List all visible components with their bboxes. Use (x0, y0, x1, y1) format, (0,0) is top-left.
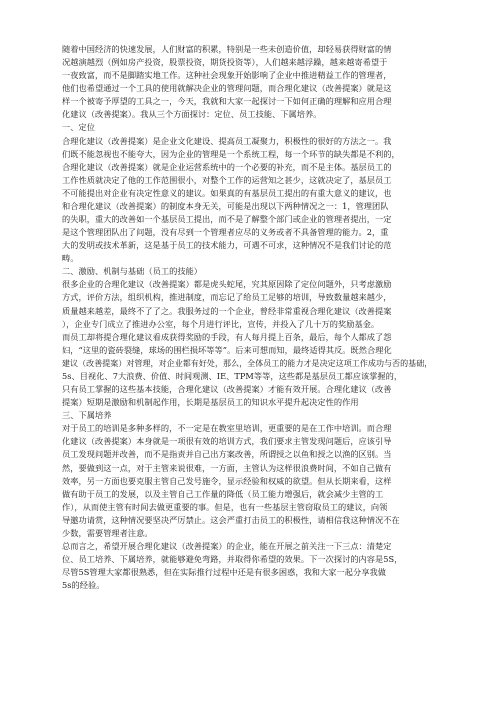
text-line: 一夜致富，而不是脚踏实地工作。这种社会现象开始影响了企业中推进精益工作的管理者， (62, 70, 392, 81)
text-line: 做有助于员工的发展，以及主管自己工作量的降低（员工能力增强后，就会减少主管的工 (62, 488, 384, 499)
text-line: 们既不能忽视也不能夸大，因为企业的管理是一个系统工程，每一个环节的缺失都是不利的， (62, 148, 400, 159)
text-line: 导邀功请赏，这种情况要坚决严厉禁止。这会严重打击员工的积极性，请相信我这种情况不在 (62, 514, 400, 525)
text-line: 一、定位 (62, 122, 95, 133)
text-line: 作），从而使主管有时间去做更重要的事。但是，也有一些基层主管窃取员工的建议，向领 (62, 501, 388, 512)
text-line: 妇，“这里的瓷砖裂缝，球场的围栏损坏等等”。后来可想而知，最终适得其反。既然合理化 (62, 344, 392, 355)
text-line: 很多企业的合理化建议（改善提案）都是虎头蛇尾，究其原因除了定位问题外，只考虑激励 (62, 279, 392, 290)
text-line: 员工发现问题并改善，而不是指责并自己出方案改善，所谓授之以鱼和授之以渔的区别。当 (62, 449, 392, 460)
text-line: 只有员工掌握的这些基本技能，合理化建议（改善提案）才能有效开展。合理化建议（改善 (62, 384, 392, 395)
text-line: 的失职，重大的改善如一个基层员工提出，而不是了解整个部门或企业的管理者提出，一定 (62, 214, 392, 225)
text-line: 总而言之，希望开展合理化建议（改善提案）的企业，能在开展之前关注一下三点：清楚定 (62, 540, 392, 551)
text-line: 随着中国经济的快速发展，人们财富的积累，特别是一些未创造价值，却轻易获得财富的情 (62, 44, 392, 54)
text-line: 样一个被寄予厚望的工具之一，今天，我就和大家一起探讨一下如何正确的理解和应用合理 (62, 96, 392, 107)
text-line: 5s的经验。 (62, 580, 105, 591)
text-line: 质量越来越差，最终不了了之。我服务过的一个企业，曾经非常重视合理化建议（改善提案 (62, 305, 392, 316)
text-line: 效率，另一方面也要克服主管自己发号施令，显示经验和权威的欲望。但从长期来看，这样 (62, 475, 392, 486)
text-line: 对于员工的培训是多种多样的，不一定是在教室里培训，更重要的是在工作中培训。而合理 (62, 423, 392, 434)
text-line: 况越演越烈（例如房产投资，股票投资，期货投资等），人们越来越浮躁，越来越寄希望于 (62, 57, 388, 68)
text-line: 而员工却将提合理化建议看成获得奖励的手段，有人每月提上百条，最后，每个人都成了怨 (62, 331, 392, 342)
text-line: 位、员工培养、下属培养，就能够避免弯路，并取得你希望的效果。下一次探讨的内容是5S， (62, 554, 403, 565)
text-line: 和合理化建议（改善提案）的制度本身无关，可能是出现以下两种情况之一：1，管理团队 (62, 200, 389, 211)
text-line: ），企业专门成立了推进办公室，每个月进行评比，宣传，并投入了几十万的奖励基金。 (62, 318, 380, 329)
document-page (62, 43, 434, 592)
text-line: 化建议（改善提案）。我从三个方面探讨：定位、员工技能、下属培养。 (62, 109, 322, 120)
text-line: 少数，需要管理者注意。 (62, 527, 153, 538)
text-line: 然，要做到这一点，对于主管来说很难，一方面，主管认为这样很浪费时间，不如自己做有 (62, 462, 392, 473)
text-line: 尽管5S管理大家都很熟悉，但在实际推行过程中还是有很多困惑，我和大家一起分享我做 (62, 567, 386, 578)
text-line: 他们也希望通过一个工具的使用就解决企业的管理问题，而合理化建议（改善提案）就是这 (62, 83, 392, 94)
text-line: 工作性质就决定了他的工作范围很小，对整个工作的运营知之甚少，这就决定了，基层员工 (62, 174, 392, 185)
text-line: 大的发明或技术革新，这是基于员工的技术能力，可遇不可求，这种情况不是我们讨论的范 (62, 240, 392, 251)
text-line: 合理化建议（改善提案）就是企业运营系统中的一个必要的补充，而不是主体。基层员工的 (62, 161, 392, 172)
text-line: 5s、目视化、7大浪费、价值、时间观测、IE、TPM等等，这些都是基层员工都应该掌握的， (62, 370, 403, 381)
text-line: 是这个管理团队出了问题，没有尽到一个管理者应尽的义务或者不具备管理的能力。2，重 (62, 227, 389, 238)
text-line: 建议（改善提案）对管理，对企业都有好处，那么，全体员工的能力才是决定这项工作成功与否的基础， (62, 358, 433, 368)
text-line: 不可能提出对企业有决定性意义的建议。如果真的有基层员工提出的有重大意义的建议，也 (62, 187, 392, 198)
text-line: 畴。 (62, 253, 79, 264)
text-line: 化建议（改善提案）本身就是一项很有效的培训方式，我们要求主管发现问题后，应该引导 (62, 436, 392, 447)
text-line: 提案）短期是激励和机制起作用，长期是基层员工的知识水平提升起决定性的作用 (62, 397, 359, 408)
text-line: 三、下属培养 (62, 410, 112, 421)
text-line: 方式，评价方法，组织机构，推进制度，而忘记了给员工足够的培训，导致数量越来越少， (62, 292, 392, 303)
text-line: 合理化建议（改善提案）是企业文化建设、提高员工凝聚力，积极性的很好的方法之一。我 (62, 135, 392, 146)
text-line: 二、激励、机制与基础（员工的技能） (62, 266, 203, 277)
